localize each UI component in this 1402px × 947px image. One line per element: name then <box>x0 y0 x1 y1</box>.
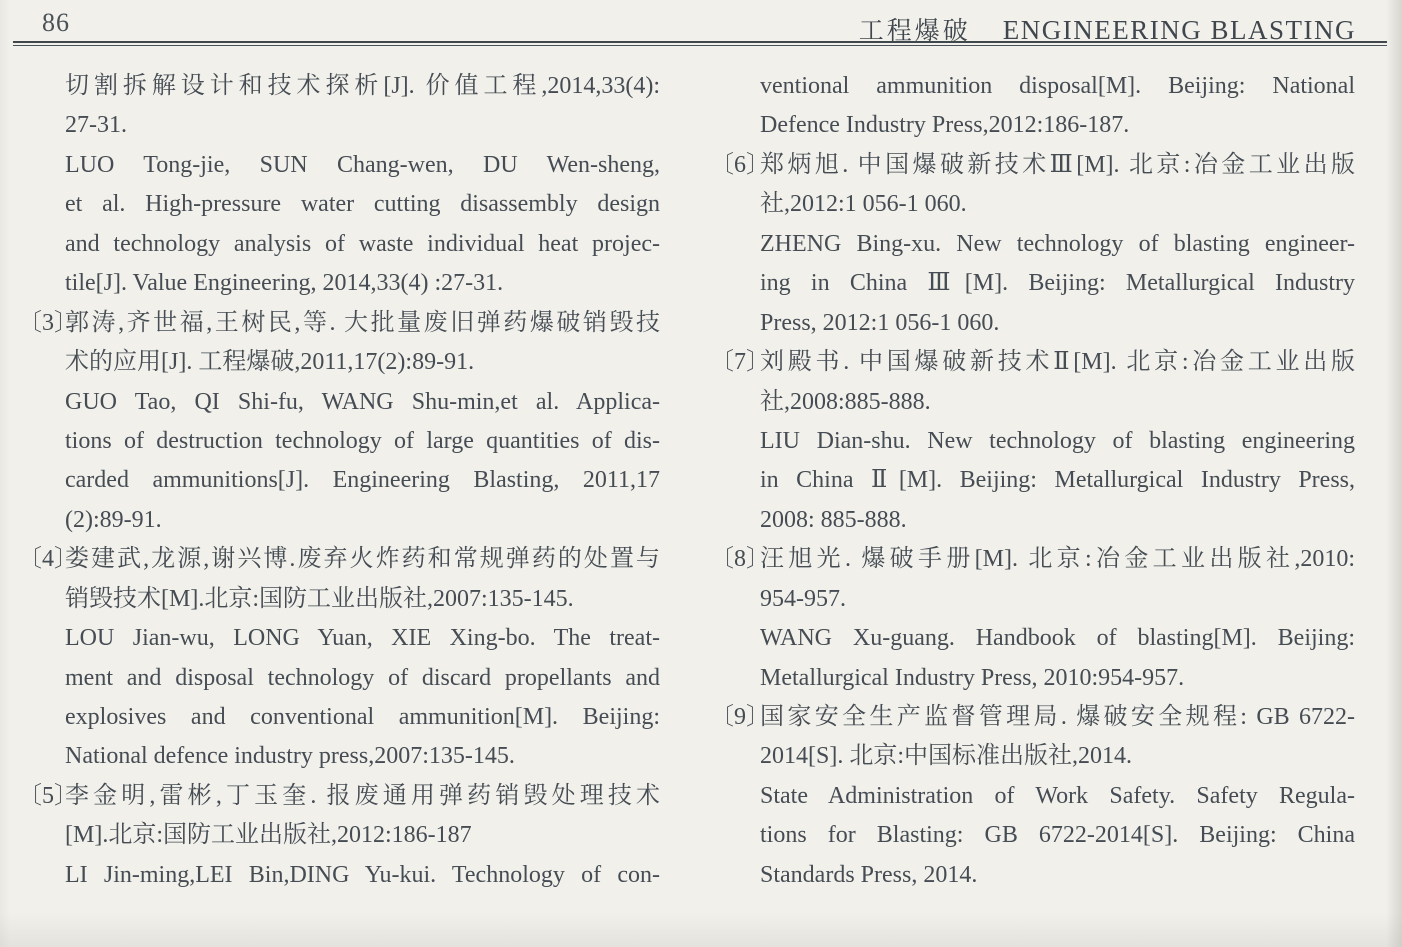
reference-line: LIU Dian-shu. New technology of blasting engineering <box>760 427 1355 454</box>
reference-line: 27-31. <box>65 112 127 139</box>
reference-line: 国家安全生产监督管理局. 爆破安全规程: GB 6722- <box>760 704 1355 730</box>
reference-line: 刘殿书. 中国爆破新技术Ⅱ[M]. 北京:冶金工业出版 <box>760 349 1355 376</box>
reference-line: 954-957. <box>760 585 846 612</box>
page-number: 86 <box>42 8 70 37</box>
reference-line: (2):89-91. <box>65 506 162 533</box>
reference-line: ZHENG Bing-xu. New technology of blasting engineer- <box>760 230 1355 257</box>
reference-line: State Administration of Work Safety. Safety Regula- <box>760 782 1355 809</box>
reference-line: 郑炳旭. 中国爆破新技术Ⅲ[M]. 北京:冶金工业出版 <box>760 151 1355 178</box>
reference-line: 2014[S]. 北京:中国标准出版社,2014. <box>760 743 1132 770</box>
reference-entry-number: 〔5〕 <box>18 782 78 809</box>
reference-line: tile[J]. Value Engineering, 2014,33(4) :27-31. <box>65 270 504 297</box>
journal-title-chinese: 工程爆破 <box>858 18 971 45</box>
reference-entry-number: 〔9〕 <box>710 704 770 730</box>
reference-line: ment and disposal technology of discard propellants and <box>65 664 660 691</box>
reference-line: 切割拆解设计和技术探析[J]. 价值工程,2014,33(4): <box>65 73 660 99</box>
reference-entry <box>18 540 660 777</box>
reference-entry <box>710 698 1355 895</box>
reference-line: 销毁技术[M].北京:国防工业出版社,2007:135-145. <box>65 585 574 612</box>
reference-line: 汪旭光. 爆破手册[M]. 北京:冶金工业出版社,2010: <box>760 546 1355 573</box>
reference-line: 娄建武,龙源,谢兴博.废弃火炸药和常规弹药的处置与 <box>65 546 660 573</box>
references-left-column <box>18 67 660 895</box>
reference-entry-number: 〔8〕 <box>710 546 770 573</box>
reference-entry <box>710 540 1355 698</box>
reference-entry <box>710 343 1355 540</box>
reference-line: tions for Blasting: GB 6722-2014[S]. Beijing: China <box>760 822 1355 849</box>
reference-line: LUO Tong-jie, SUN Chang-wen, DU Wen-sheng, <box>65 151 660 178</box>
reference-line: and technology analysis of waste individual heat projec- <box>65 230 660 257</box>
reference-line: LI Jin-ming,LEI Bin,DING Yu-kui. Technology of con- <box>65 861 660 888</box>
reference-line: ventional ammunition disposal[M]. Beijing: National <box>760 73 1355 99</box>
reference-entry-number: 〔4〕 <box>18 546 78 573</box>
reference-entry-number: 〔3〕 <box>18 309 78 336</box>
reference-entry <box>710 67 1355 146</box>
references-right-column <box>710 67 1355 895</box>
reference-line: et al. High-pressure water cutting disassembly design <box>65 191 660 218</box>
reference-line: 术的应用[J]. 工程爆破,2011,17(2):89-91. <box>65 349 475 376</box>
reference-line: 李金明,雷彬,丁玉奎. 报废通用弹药销毁处理技术 <box>65 782 660 809</box>
reference-line: LOU Jian-wu, LONG Yuan, XIE Xing-bo. The treat- <box>65 625 660 652</box>
reference-line: [M].北京:国防工业出版社,2012:186-187 <box>65 822 472 849</box>
reference-line: WANG Xu-guang. Handbook of blasting[M]. Beijing: <box>760 625 1355 652</box>
reference-line: National defence industry press,2007:135-145. <box>65 743 515 770</box>
reference-entry <box>18 304 660 541</box>
reference-entry <box>18 67 660 304</box>
reference-line: Press, 2012:1 056-1 060. <box>760 309 1000 336</box>
journal-title-english: ENGINEERING BLASTING <box>1002 15 1356 45</box>
reference-line: Defence Industry Press,2012:186-187. <box>760 112 1130 139</box>
reference-line: explosives and conventional ammunition[M]. Beijing: <box>65 704 660 730</box>
reference-line: Metallurgical Industry Press, 2010:954-957. <box>760 664 1185 691</box>
reference-line: 郭涛,齐世福,王树民,等. 大批量废旧弹药爆破销毁技 <box>65 309 660 336</box>
reference-entry-number: 〔6〕 <box>710 151 770 178</box>
reference-entry <box>710 146 1355 343</box>
reference-line: GUO Tao, QI Shi-fu, WANG Shu-min,et al. Applica- <box>65 388 660 415</box>
header-double-rule <box>13 41 1387 46</box>
reference-line: Standards Press, 2014. <box>760 861 978 888</box>
reference-entry <box>18 777 660 895</box>
reference-line: carded ammunitions[J]. Engineering Blasting, 2011,17 <box>65 467 660 494</box>
reference-entry-number: 〔7〕 <box>710 349 770 376</box>
reference-line: ing in China Ⅲ[M]. Beijing: Metallurgical Industry <box>760 270 1355 297</box>
reference-line: tions of destruction technology of large quantities of dis- <box>65 427 660 454</box>
reference-line: in China Ⅱ[M]. Beijing: Metallurgical Industry Press, <box>760 467 1355 494</box>
reference-line: 2008: 885-888. <box>760 506 907 533</box>
reference-line: 社,2008:885-888. <box>760 388 931 415</box>
reference-line: 社,2012:1 056-1 060. <box>760 191 967 218</box>
